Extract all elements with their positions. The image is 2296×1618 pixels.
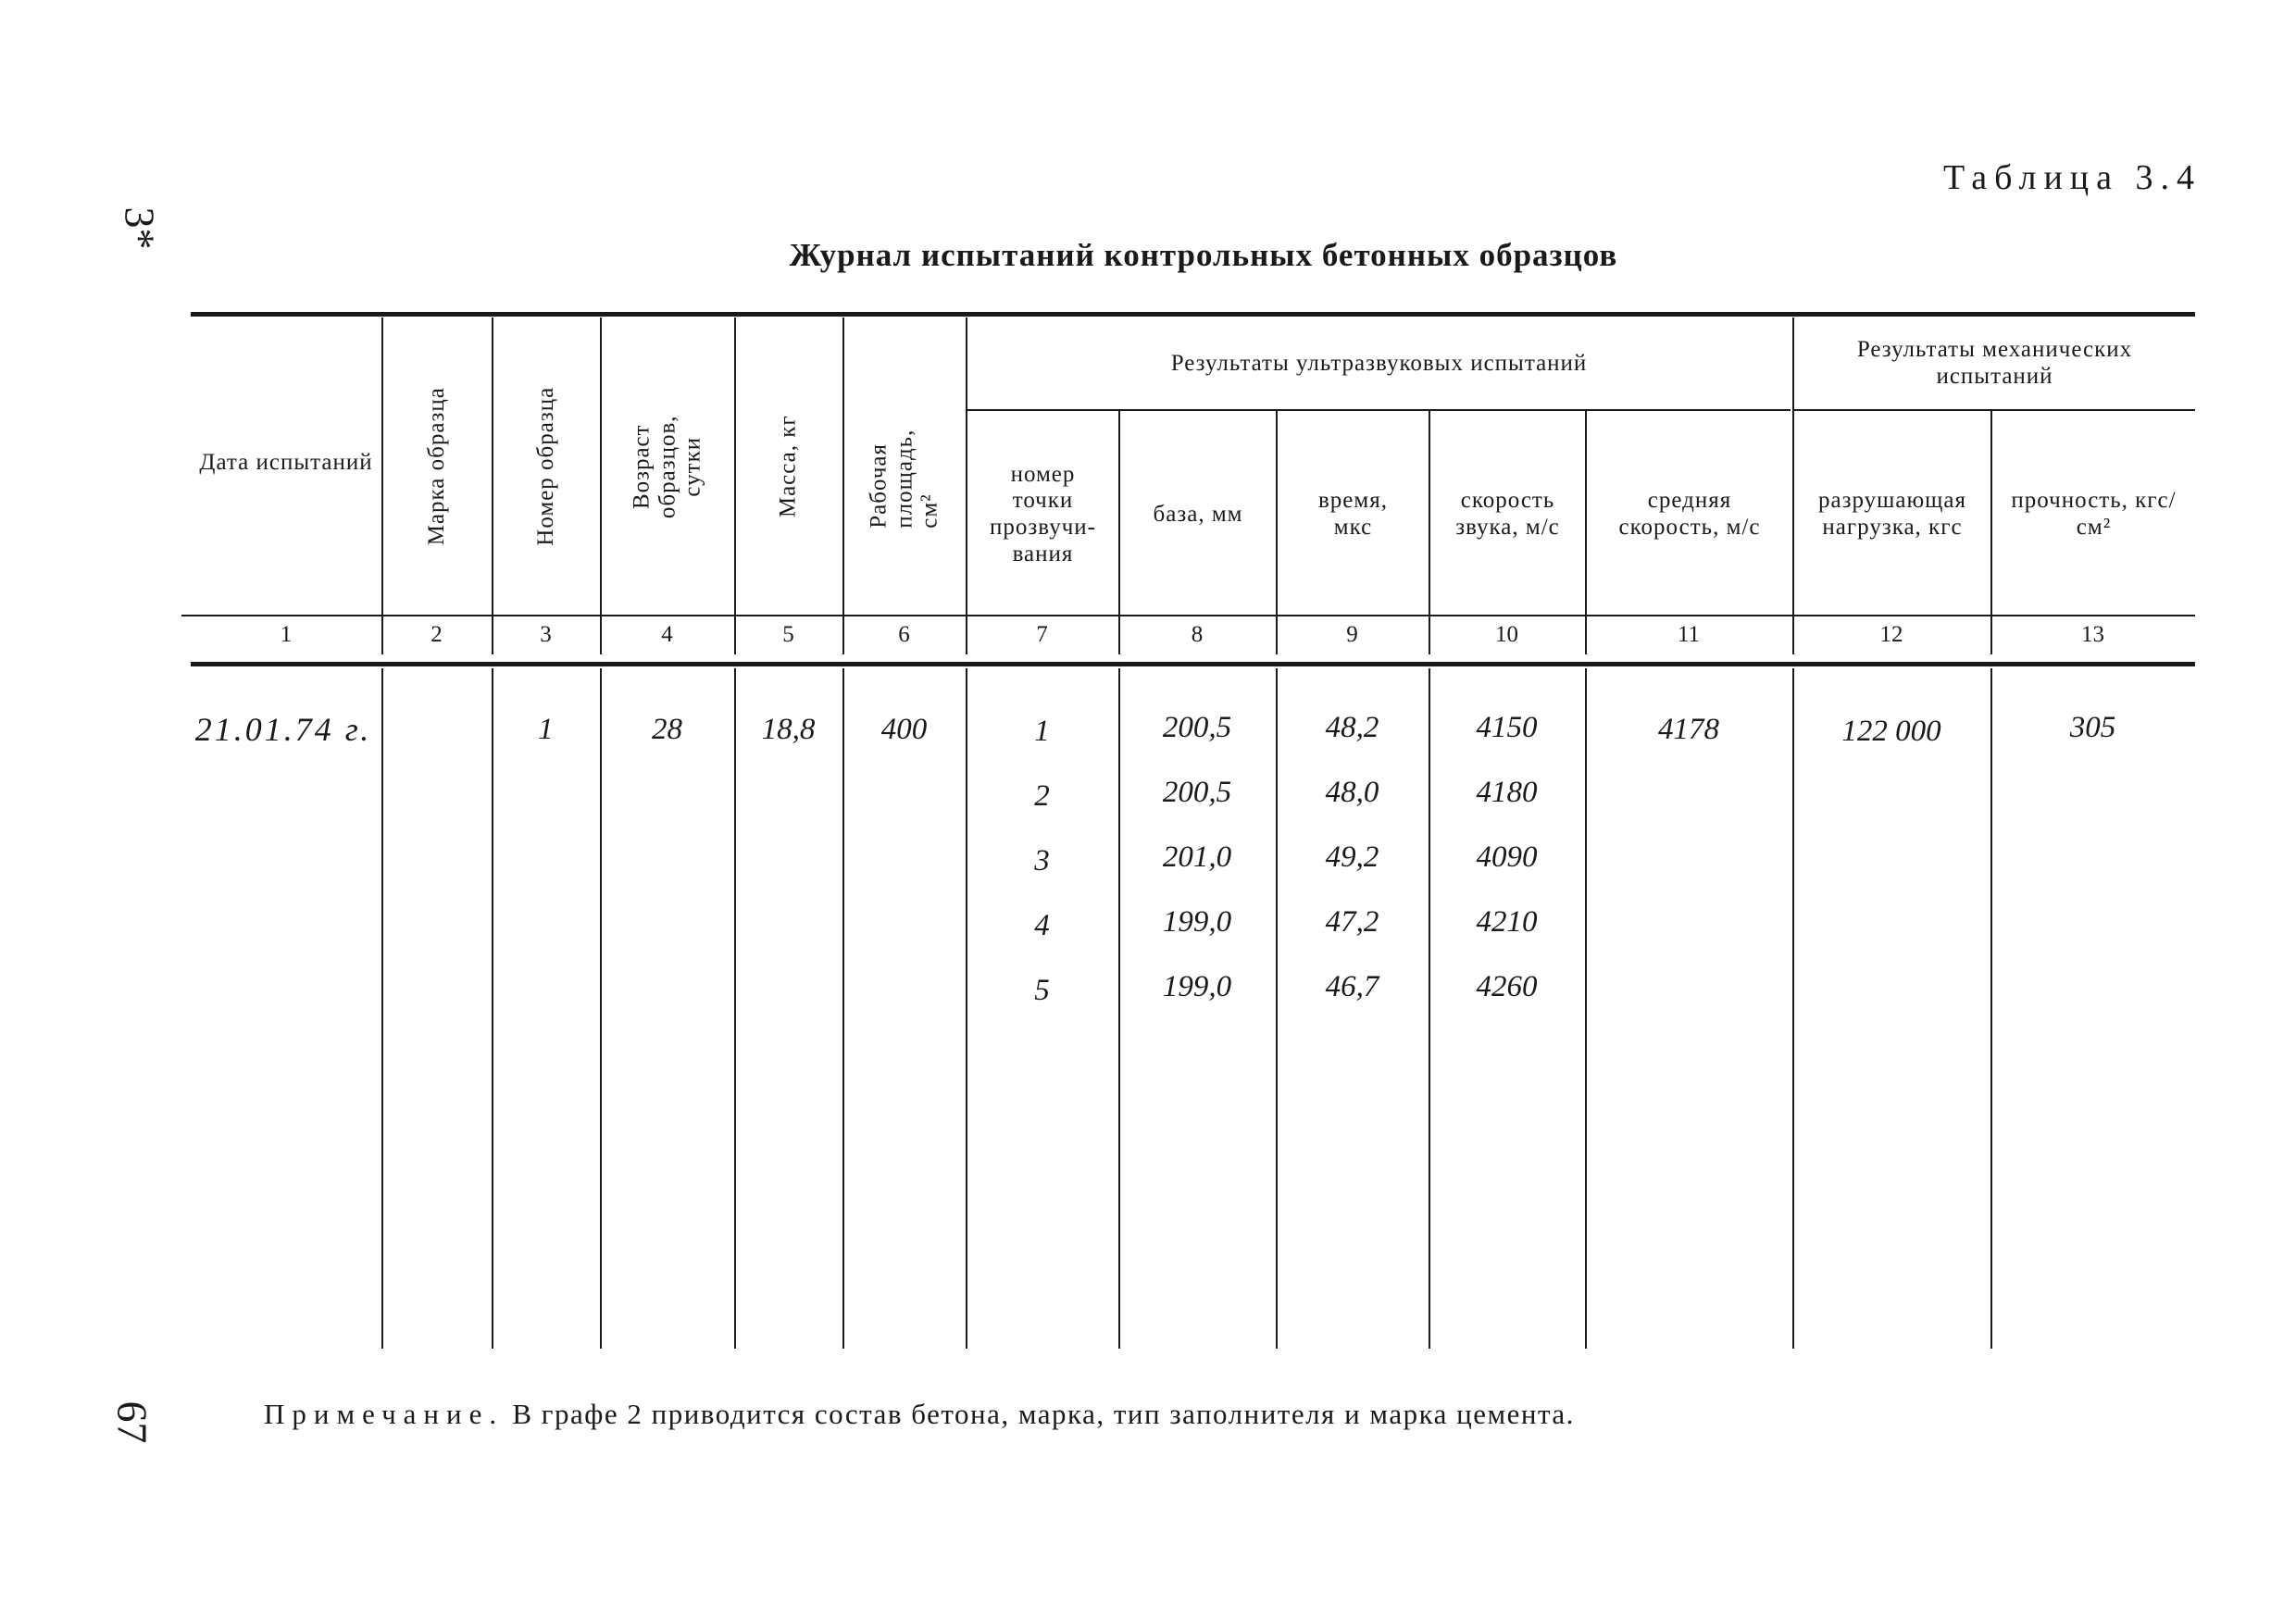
column-number: 2 [430, 622, 443, 647]
header-number [492, 319, 600, 614]
header-point: номер точки прозвучи- вания [990, 461, 1096, 566]
cell-load: 122 000 [1841, 715, 1941, 748]
header-grade [381, 319, 492, 614]
column-divider [842, 668, 844, 1349]
cell-base: 199,0 [1162, 905, 1232, 939]
column-divider [1118, 668, 1120, 1349]
column-divider [492, 668, 493, 1349]
column-number: 11 [1677, 622, 1701, 647]
column-divider [1585, 668, 1587, 1349]
cell-date: 21.01.74 г. [194, 711, 372, 748]
column-divider [1429, 668, 1430, 1349]
cell-point: 4 [1034, 909, 1050, 942]
header-area [842, 319, 966, 614]
table-note [264, 1398, 1575, 1431]
header-mechanical-group: Результаты механических испытаний [1856, 337, 2133, 389]
column-number: 8 [1191, 622, 1204, 647]
header-age-label: Возраст образцов, сутки [629, 415, 705, 518]
cell-time: 49,2 [1325, 840, 1379, 874]
column-divider [600, 668, 602, 1349]
cell-number: 1 [538, 713, 554, 746]
cell-time: 47,2 [1325, 905, 1379, 939]
header-mass [734, 319, 842, 614]
note-label: Примечание. [264, 1398, 505, 1430]
column-number: 12 [1879, 622, 1903, 647]
column-number: 5 [782, 622, 794, 647]
column-divider [1990, 668, 1992, 1349]
column-number: 1 [280, 622, 293, 647]
cell-base: 200,5 [1162, 711, 1232, 744]
cell-speed: 4090 [1476, 840, 1538, 874]
column-number: 9 [1346, 622, 1358, 647]
cell-age: 28 [652, 713, 682, 746]
header-grade-label: Марка образца [423, 387, 449, 546]
body-top-rule [191, 662, 2195, 666]
header-mass-label: Масса, кг [775, 415, 801, 518]
column-number: 3 [540, 622, 552, 647]
cell-point: 2 [1034, 779, 1050, 813]
cell-grade [381, 711, 492, 748]
column-divider [381, 668, 383, 1349]
page-number: 67 [108, 1400, 156, 1444]
header-speed: скорость звука, м/с [1455, 488, 1560, 540]
header-strength: прочность, кгс/см² [2011, 488, 2177, 540]
cell-base: 199,0 [1162, 970, 1232, 1003]
cell-speed: 4150 [1476, 711, 1538, 744]
cell-avg-speed: 4178 [1658, 713, 1719, 746]
header-divider-rule [181, 615, 2195, 616]
cell-base: 200,5 [1162, 776, 1232, 809]
column-number: 13 [2081, 622, 2104, 647]
header-age [600, 319, 734, 614]
cell-point: 3 [1034, 844, 1050, 877]
header-load: разрушающая нагрузка, кгс [1817, 488, 1966, 540]
cell-point: 5 [1034, 974, 1050, 1007]
column-divider [1276, 668, 1278, 1349]
ultrasonic-group-rule [967, 409, 1791, 411]
note-text: В графе 2 приводится состав бетона, марка, тип заполнителя и марка цемента. [504, 1398, 1575, 1430]
column-number: 4 [661, 622, 673, 647]
page-title: Журнал испытаний контрольных бетонных образцов [789, 237, 1618, 273]
page-side-mark: 3* [116, 206, 164, 250]
cell-speed: 4210 [1476, 905, 1538, 939]
column-divider [1792, 668, 1794, 1349]
header-base: база, мм [1153, 501, 1243, 527]
cell-base: 201,0 [1162, 840, 1232, 874]
cell-time: 48,2 [1325, 711, 1379, 744]
column-number: 6 [898, 622, 910, 647]
cell-speed: 4180 [1476, 776, 1538, 809]
cell-time: 48,0 [1325, 776, 1379, 809]
column-divider [734, 668, 736, 1349]
mechanical-group-rule [1794, 409, 2195, 411]
column-number: 10 [1495, 622, 1518, 647]
header-ultrasonic-group: Результаты ультразвуковых испытаний [1170, 350, 1588, 376]
table-top-rule [191, 312, 2195, 317]
header-date: Дата испытаний [199, 449, 373, 475]
cell-strength: 305 [2069, 711, 2116, 744]
cell-speed: 4260 [1476, 970, 1538, 1003]
header-number-label: Номер образца [532, 387, 558, 546]
cell-time: 46,7 [1325, 970, 1379, 1003]
cell-point: 1 [1034, 715, 1050, 748]
cell-mass: 18,8 [761, 713, 816, 746]
header-area-label: Рабочая площадь, см² [866, 429, 942, 529]
header-avg-speed: средняя скорость, м/с [1618, 488, 1761, 540]
cell-area: 400 [880, 713, 928, 746]
header-time: время, мкс [1318, 488, 1388, 540]
column-number: 7 [1036, 622, 1048, 647]
table-label: Таблица 3.4 [1942, 158, 2202, 197]
